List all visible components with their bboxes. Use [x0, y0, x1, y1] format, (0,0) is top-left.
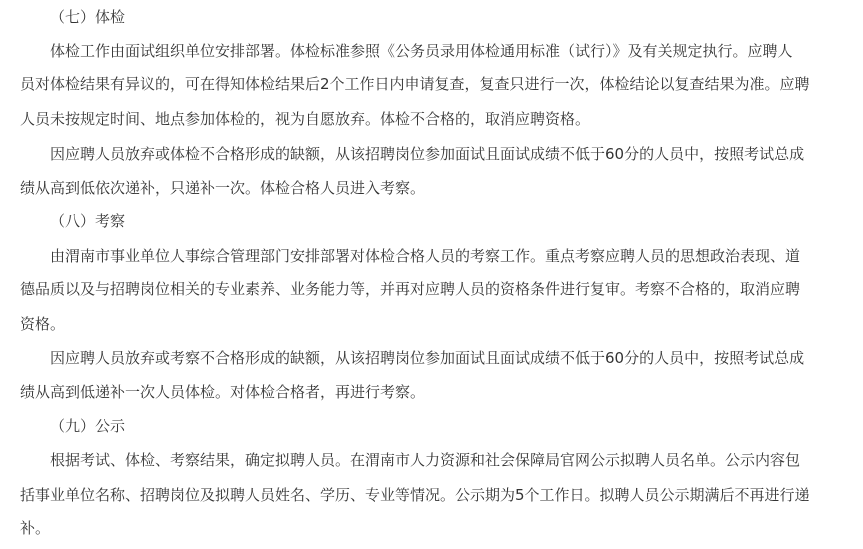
paragraph-line: 因应聘人员放弃或考察不合格形成的缺额，从该招聘岗位参加面试且面试成绩不低于60分的人员中，按照考试总成: [50, 349, 805, 367]
paragraph-line: 由渭南市事业单位人事综合管理部门安排部署对体检合格人员的考察工作。重点考察应聘人员的思想政治表现、道: [50, 247, 801, 265]
section-heading-publicity: （九）公示: [50, 417, 126, 435]
paragraph-line: 绩从高到低依次递补，只递补一次。体检合格人员进入考察。: [20, 179, 426, 197]
paragraph-line: 员对体检结果有异议的，可在得知体检结果后2个工作日内申请复查，复查只进行一次，体检结论以复查结果为准。应聘: [20, 75, 810, 93]
paragraph-line: 括事业单位名称、招聘岗位及拟聘人员姓名、学历、专业等情况。公示期为5个工作日。拟聘人员公示期满后不再进行递: [20, 486, 810, 504]
paragraph-line: 根据考试、体检、考察结果，确定拟聘人员。在渭南市人力资源和社会保障局官网公示拟聘人员名单。公示内容包: [50, 451, 801, 469]
section-heading-physical-exam: （七）体检: [50, 8, 126, 26]
paragraph-line: 体检工作由面试组织单位安排部署。体检标准参照《公务员录用体检通用标准（试行）》及有关规定执行。应聘人: [50, 42, 793, 60]
paragraph-line: 因应聘人员放弃或体检不合格形成的缺额，从该招聘岗位参加面试且面试成绩不低于60分的人员中，按照考试总成: [50, 145, 805, 163]
section-heading-inspection: （八）考察: [50, 212, 126, 230]
paragraph-line: 绩从高到低递补一次人员体检。对体检合格者，再进行考察。: [20, 383, 426, 401]
paragraph-line: 德品质以及与招聘岗位相关的专业素养、业务能力等，并再对应聘人员的资格条件进行复审。考察不合格的，取消应聘: [20, 280, 801, 298]
paragraph-line: 补。: [20, 519, 51, 537]
paragraph-line: 人员未按规定时间、地点参加体检的，视为自愿放弃。体检不合格的，取消应聘资格。: [20, 110, 591, 128]
paragraph-line: 资格。: [20, 315, 66, 333]
